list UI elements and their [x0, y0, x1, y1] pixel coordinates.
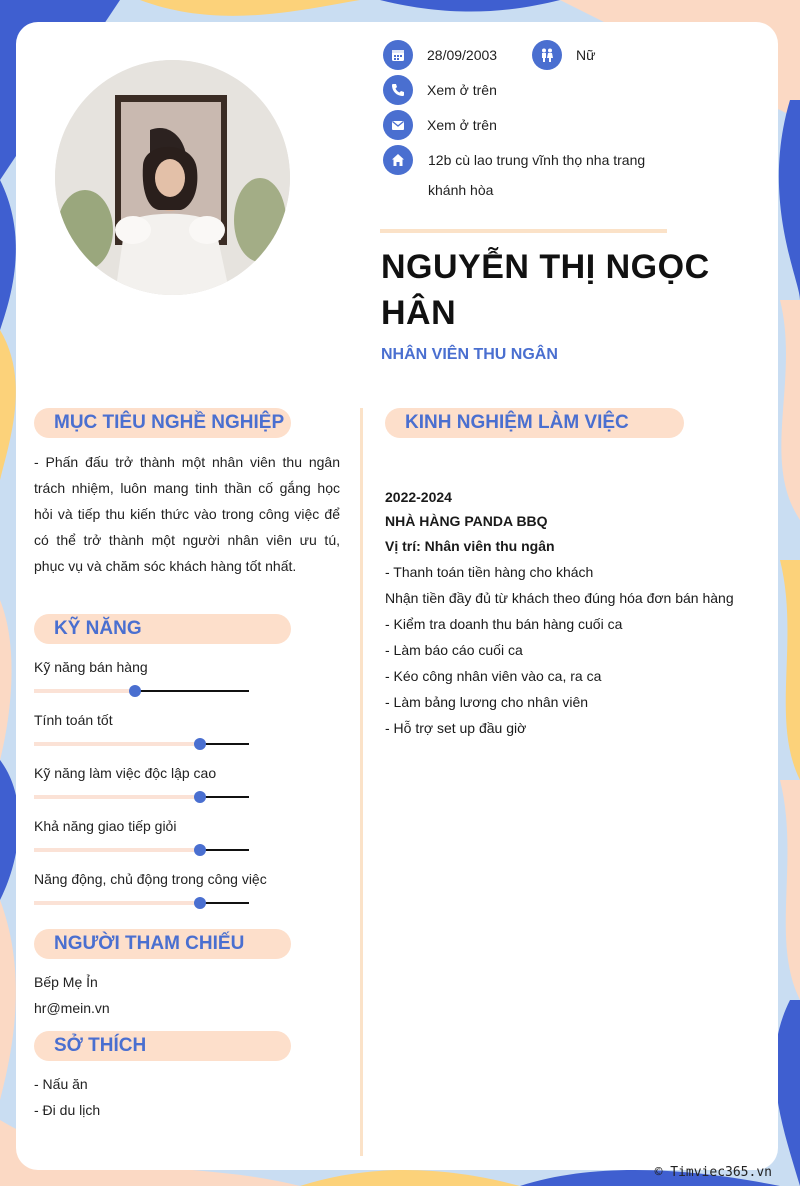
skill-label: Kỹ năng bán hàng: [34, 659, 148, 675]
duty-item: - Kiểm tra doanh thu bán hàng cuối ca: [385, 616, 623, 632]
skill-level-fill: [34, 848, 200, 852]
profile-photo: [55, 60, 290, 295]
footer-credit: © Timviec365.vn: [654, 1165, 772, 1180]
skill-level-fill: [34, 689, 135, 693]
gender-row: [532, 40, 595, 70]
skill-label: Kỹ năng làm việc độc lập cao: [34, 765, 217, 781]
section-hobbies-heading: SỞ THÍCH: [34, 1031, 291, 1061]
gender-value: Nữ: [576, 47, 596, 63]
duty-item: - Hỗ trợ set up đầu giờ: [385, 720, 527, 736]
section-experience-heading: KINH NGHIỆM LÀM VIỆC: [385, 408, 684, 438]
section-skills-heading: KỸ NĂNG: [34, 614, 291, 644]
skill-level-bar: [34, 796, 249, 798]
experience-period: 2022-2024: [385, 489, 452, 505]
hobby-item: - Đi du lịch: [34, 1102, 101, 1118]
phone-row: [383, 75, 497, 105]
duty-item: Nhận tiền đầy đủ từ khách theo đúng hóa đơn bán hàng: [385, 590, 734, 606]
email-icon: [383, 110, 413, 140]
duty-item: - Kéo công nhân viên vào ca, ra ca: [385, 668, 602, 684]
skill-level-fill: [34, 795, 200, 799]
skill-label: Tính toán tốt: [34, 712, 113, 728]
hobby-item: - Nấu ăn: [34, 1076, 88, 1092]
calendar-icon: [383, 40, 413, 70]
skill-level-bar: [34, 690, 249, 692]
phone-icon: [383, 75, 413, 105]
header-divider: [380, 229, 667, 233]
duty-item: - Làm bảng lương cho nhân viên: [385, 694, 589, 710]
email-row: [383, 110, 497, 140]
birthday-value: 28/09/2003: [427, 47, 498, 63]
section-objective-heading: MỤC TIÊU NGHỀ NGHIỆP: [34, 408, 291, 438]
skill-level-bar: [34, 902, 249, 904]
birthday-row: [383, 40, 497, 70]
skill-level-fill: [34, 742, 200, 746]
duty-item: - Thanh toán tiền hàng cho khách: [385, 564, 594, 580]
skill-label: Khả năng giao tiếp giỏi: [34, 818, 177, 834]
skill-level-dot: [194, 897, 206, 909]
address-row: [383, 145, 413, 175]
skill-level-dot: [129, 685, 141, 697]
skill-level-dot: [194, 738, 206, 750]
section-references-heading: NGƯỜI THAM CHIẾU: [34, 929, 291, 959]
column-divider: [360, 408, 363, 1156]
skill-level-fill: [34, 901, 200, 905]
skill-level-bar: [34, 743, 249, 745]
experience-position: Vị trí: Nhân viên thu ngân: [385, 538, 555, 554]
email-value: Xem ở trên: [427, 117, 497, 133]
objective-text: - Phấn đấu trở thành một nhân viên thu ngân trách nhiệm, luôn mang tinh thần cố gắng học hỏi và tiếp thu kiến thức vào trong công việc để có thể trở thành một người nhân viên ưu tú, phục vụ và chăm sóc khách hàng tốt nhất.: [34, 454, 340, 574]
skill-level-dot: [194, 844, 206, 856]
home-icon: [383, 145, 413, 175]
candidate-name: NGUYỄN THỊ NGỌC HÂN: [381, 248, 710, 332]
phone-value: Xem ở trên: [427, 82, 497, 98]
skill-level-dot: [194, 791, 206, 803]
gender-icon: [532, 40, 562, 70]
reference-name: Bếp Mẹ Ỉn: [34, 974, 98, 990]
skill-label: Năng động, chủ động trong công việc: [34, 871, 267, 887]
skill-level-bar: [34, 849, 249, 851]
address-value: 12b cù lao trung vĩnh thọ nha trang khánh hòa: [428, 152, 646, 198]
duty-item: - Làm báo cáo cuối ca: [385, 642, 523, 658]
experience-company: NHÀ HÀNG PANDA BBQ: [385, 513, 548, 529]
job-title: NHÂN VIÊN THU NGÂN: [381, 346, 558, 363]
reference-email: hr@mein.vn: [34, 1000, 110, 1016]
